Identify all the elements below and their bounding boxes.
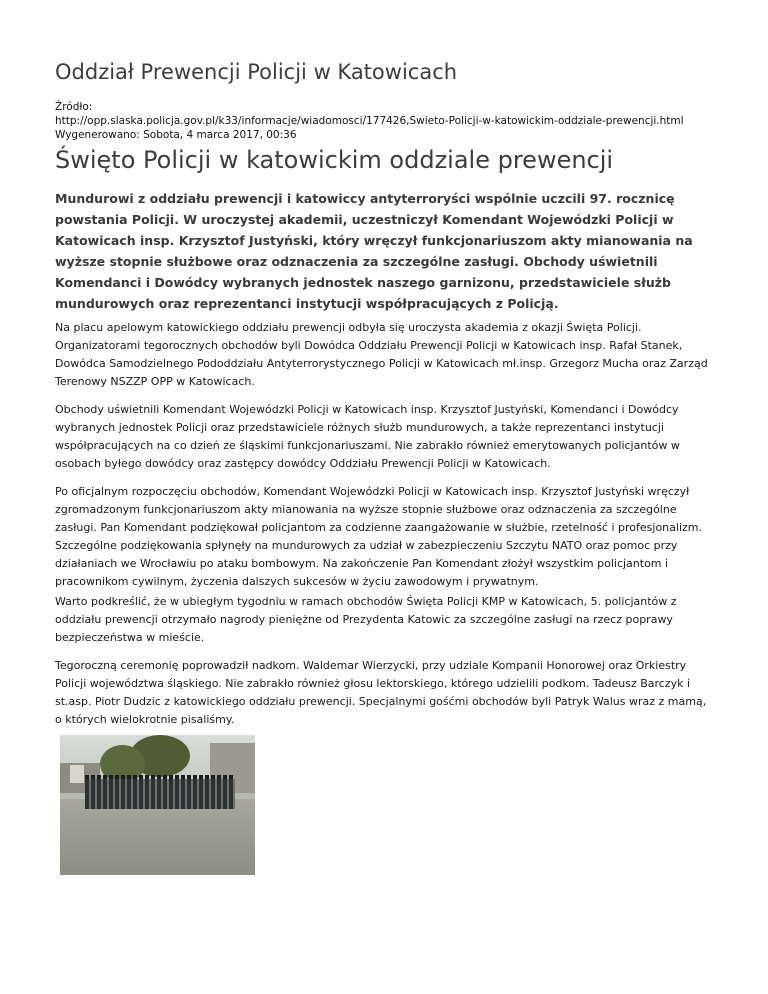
source-label: Źródło: — [55, 101, 93, 113]
article-paragraph: Tegoroczną ceremonię poprowadził nadkom. Waldemar Wierzycki, przy udziale Kompanii Honorowej oraz Orkiestry Policji województwa śląskiego. Nie zabrakło również głosu lektorskiego, którego udzielili podkom. Tadeusz Barczyk i st.asp. Piotr Dudzic z katowickiego oddziału prewencji. Specjalnymi gośćmi obchodów byli Patryk Walus wraz z mamą, o których wielokrotnie pisaliśmy. — [55, 659, 707, 726]
article-lead: Mundurowi z oddziału prewencji i katowiccy antyterroryści wspólnie uczcili 97. rocznicę powstania Policji. W uroczystej akademii, uczestniczył Komendant Wojewódzki Policji w Katowicach insp. Krzysztof Justyński, który wręczył funkcjonariuszom akty mianowania na wyższe stopnie służbowe oraz odznaczenia za szczególne zasługi. Obchody uświetnili Komendanci i Dowódcy wybranych jednostek naszego garnizonu, przedstawiciele służb mundurowych oraz reprezentanci instytucji współpracujących z Policją. — [55, 191, 693, 311]
site-title: Oddział Prewencji Policji w Katowicach — [55, 60, 458, 84]
article-paragraph: Obchody uświetnili Komendant Wojewódzki Policji w Katowicach insp. Krzysztof Justyński, Komendanci i Dowódcy wybranych jednostek Policji oraz przedstawiciele różnych służb mundurowych, a także reprezentanci instytucji współpracujących na co dzień ze śląskimi funkcjonariuszami. Nie zabrakło również emerytowanych policjantów w osobach byłego dowódcy oraz zastępcy dowódcy Oddziału Prewencji Policji w Katowicach. — [55, 403, 680, 470]
source-url[interactable]: http://opp.slaska.policja.gov.pl/k33/informacje/wiadomosci/177426,Swieto-Policji-w-katowickim-oddziale-prewencji.html — [55, 115, 684, 127]
article-paragraph: Po oficjalnym rozpoczęciu obchodów, Komendant Wojewódzki Policji w Katowicach insp. Krzysztof Justyński wręczył zgromadzonym funkcjonariuszom akty mianowania na wyższe stopnie służbowe oraz odznaczenia za szczególne zasługi. Pan Komendant podziękował policjantom za codzienne zaangażowanie w służbie, rzetelność i profesjonalizm. Szczególne podziękowania spłynęły na mundurowych za udział w zabezpieczeniu Szczytu NATO oraz pomoc przy działaniach we Wrocławiu po ataku bombowym. Na zakończenie Pan Komendant złożył wszystkim policjantom i pracownikom cywilnym, życzenia dalszych sukcesów w życiu zawodowym i prywatnym. — [55, 485, 702, 588]
photo-parade-ground — [60, 799, 255, 875]
document-meta — [55, 100, 684, 142]
ceremony-photo — [60, 735, 255, 875]
photo-officers-formation — [85, 779, 235, 809]
article-title: Święto Policji w katowickim oddziale prewencji — [55, 146, 614, 174]
article-paragraph: Na placu apelowym katowickiego oddziału prewencji odbyła się uroczysta akademia z okazji Święta Policji. Organizatorami tegorocznych obchodów byli Dowódca Oddziału Prewencji Policji w Katowicach insp. Rafał Stanek, Dowódca Samodzielnego Pododdziału Antyterrorystycznego Policji w Katowicach mł.insp. Grzegorz Mucha oraz Zarząd Terenowy NSZZP OPP w Katowicach. — [55, 321, 708, 388]
article-paragraph: Warto podkreślić, że w ubiegłym tygodniu w ramach obchodów Święta Policji KMP w Katowicach, 5. policjantów z oddziału prewencji otrzymało nagrody pieniężne od Prezydenta Katowic za szczególne zasługi na rzecz poprawy bezpieczeństwa w mieście. — [55, 595, 677, 644]
photo-flag — [70, 765, 84, 783]
generated-date: Wygenerowano: Sobota, 4 marca 2017, 00:36 — [55, 129, 297, 141]
